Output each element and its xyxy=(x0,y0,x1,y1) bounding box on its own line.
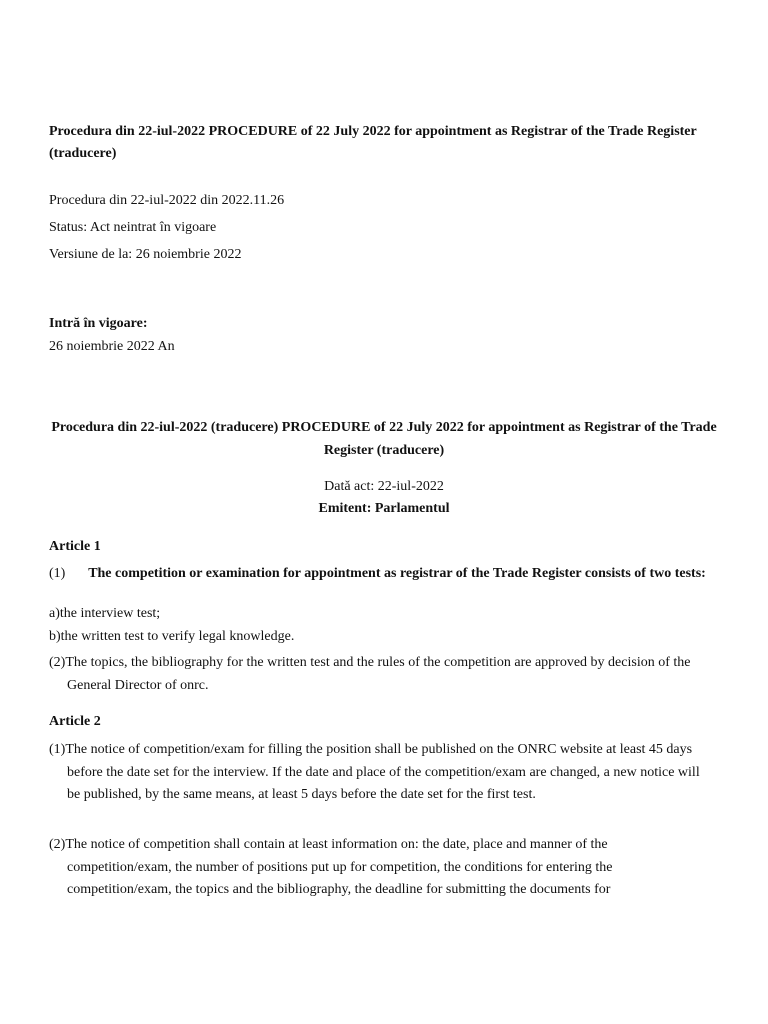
act-issuer: Emitent: Parlamentul xyxy=(318,501,450,516)
meta-version: Versiune de la: 26 noiembrie 2022 xyxy=(49,247,242,262)
article-1-paragraph-1 xyxy=(49,563,719,585)
act-title: Procedura din 22-iul-2022 (traducere) PROCEDURE of 22 July 2022 for appointment as Registrar of the Trade Register (traducere) xyxy=(51,420,717,458)
article-1-item-b: b)the written test to verify legal knowledge. xyxy=(49,629,295,644)
article-2-paragraph-1: (1)The notice of competition/exam for filling the position shall be published on the ONRC website at least 45 days before the date set for the interview. If the date and place of the competition/exam are changed, a new notice will be published, by the same means, at least 5 days before the date set for the first test. xyxy=(49,742,700,802)
article-1-heading: Article 1 xyxy=(49,539,101,554)
in-force-label: Intră în vigoare: xyxy=(49,316,148,331)
article-1-paragraph-1-number: (1) xyxy=(49,566,66,581)
act-date: Dată act: 22-iul-2022 xyxy=(324,479,444,494)
article-1-paragraph-1-text: The competition or examination for appointment as registrar of the Trade Register consists of two tests: xyxy=(88,566,706,581)
article-1-item-a: a)the interview test; xyxy=(49,606,161,621)
meta-procedure-line: Procedura din 22-iul-2022 din 2022.11.26 xyxy=(49,193,285,208)
article-1-paragraph-2: (2)The topics, the bibliography for the written test and the rules of the competition are approved by decision of the General Director of onrc. xyxy=(49,655,691,693)
document-title: Procedura din 22-iul-2022 PROCEDURE of 22 July 2022 for appointment as Registrar of the Trade Register (traducere) xyxy=(49,124,697,161)
article-2-paragraph-2: (2)The notice of competition shall contain at least information on: the date, place and manner of the competition/exam, the number of positions put up for competition, the conditions for entering the competition/exam, the topics and the bibliography, the deadline for submitting the documents for xyxy=(49,837,613,897)
meta-status: Status: Act neintrat în vigoare xyxy=(49,220,217,235)
article-2-heading: Article 2 xyxy=(49,714,101,729)
in-force-value: 26 noiembrie 2022 An xyxy=(49,339,175,354)
